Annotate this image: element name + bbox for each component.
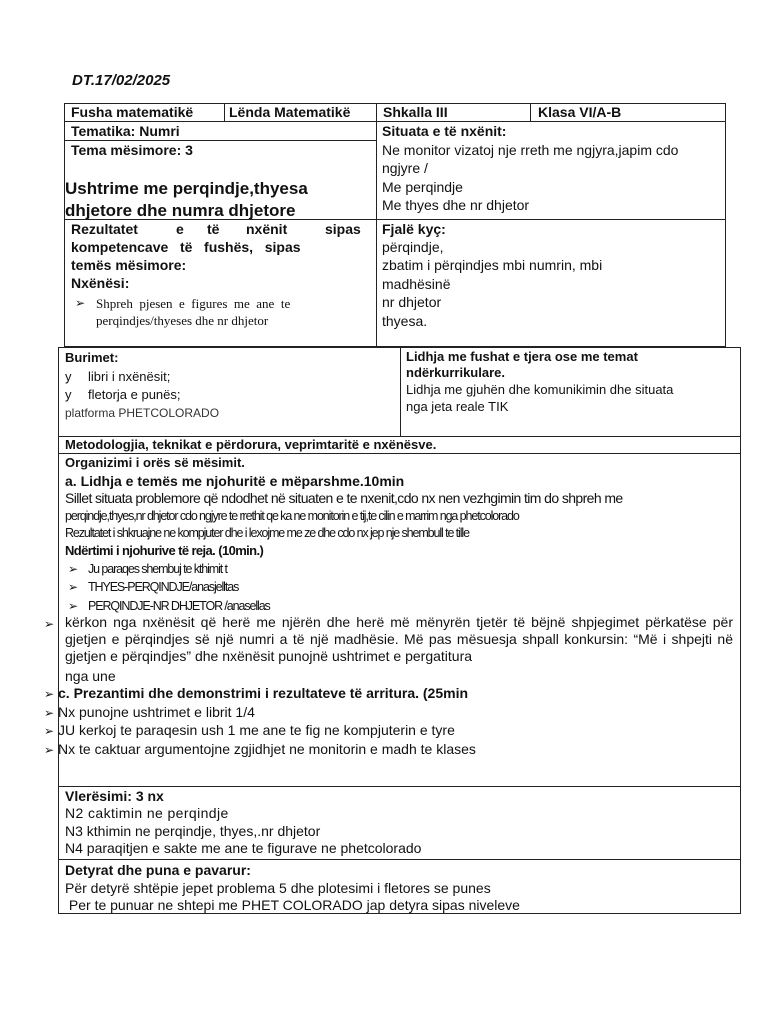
- arrow-bullet-icon: ➢: [44, 724, 55, 738]
- section-c-item: JU kerkoj te paraqesin ush 1 me ane te fig ne kompjuterin e tyre: [58, 722, 455, 738]
- section-b-item: PERQINDJE-NR DHJETOR /anasellas: [88, 599, 270, 613]
- shkalla-label: Shkalla III: [383, 104, 448, 120]
- fjale-kyc-line: nr dhjetor: [382, 294, 442, 310]
- rezultatet-word: e: [176, 221, 184, 237]
- metodologjia-heading: Metodologjia, teknikat e përdorura, veprimtaritë e nxënësve.: [65, 437, 437, 452]
- section-c-item: Nx punojne ushtrimet e librit 1/4: [58, 704, 255, 720]
- arrow-bullet-icon: ➢: [44, 687, 55, 701]
- arrow-bullet-icon: ➢: [44, 617, 55, 631]
- fjale-kyc-line: thyesa.: [382, 313, 428, 329]
- rezultatet-word: sipas: [325, 221, 361, 237]
- bullet-y: y: [65, 387, 72, 402]
- section-c-title: c. Prezantimi dhe demonstrimi i rezultateve të arritura. (25min: [58, 685, 469, 701]
- tema-title-line-2: dhjetore dhe numra dhjetore: [65, 201, 296, 220]
- burimet-item: libri i nxënësit;: [88, 369, 171, 384]
- lidhja-text-line-2: nga jeta reale TIK: [406, 399, 509, 414]
- lidhja-text-line-1: Lidhja me gjuhën dhe komunikimin dhe situata: [406, 382, 674, 397]
- detyrat-line-2: Per te punuar ne shtepi me PHET COLORADO jap detyra sipas niveleve: [65, 897, 520, 913]
- burimet-label: Burimet:: [65, 350, 119, 365]
- paragraph-end: nga une: [65, 668, 116, 684]
- fjale-kyc-line: zbatim i përqindjes mbi numrin, mbi: [382, 257, 603, 273]
- bullet-y: y: [65, 369, 72, 384]
- arrow-bullet-icon: ➢: [44, 706, 55, 720]
- paragraph: kërkon nga nxënësit që herë me njërën dhe herë më mënyrën tjetër të bëjnë shpjegimet përkatëse për gjetjen e përqindjes së një numri a të një madhësie. Më pas mësuesja shpall konkursin: “Më i shpejti në gjetjen e përqindjes” dhe nxënësit punojnë ushtrimet e pergatitura: [65, 614, 733, 664]
- arrow-bullet-icon: ➢: [68, 580, 79, 594]
- rezultatet-item-line-2: perqindjes/thyeses dhe nr dhjetor: [96, 313, 269, 328]
- detyrat-label: Detyrat dhe puna e pavarur:: [65, 862, 251, 878]
- rezultatet-word: Rezultatet: [71, 221, 138, 237]
- situata-line: ngjyre /: [382, 160, 428, 176]
- vleresimi-line: N2 caktimin ne perqindje: [65, 805, 229, 821]
- tematika: Tematika: Numri: [71, 123, 180, 139]
- situata-line: Me thyes dhe nr dhjetor: [382, 197, 530, 213]
- lidhja-label-line-1: Lidhja me fushat e tjera ose me temat: [406, 349, 638, 364]
- situata-label: Situata e të nxënit:: [382, 123, 507, 139]
- section-a-line: Rezultatet i shkruajne ne kompjuter dhe i lexojme me ze dhe cdo nx jep nje shembull te tille: [65, 526, 469, 540]
- section-a-line: perqindje,thyes,nr dhjetor cdo ngjyre te rrethit qe ka ne monitorin e tij,te cilin e marrim nga phetcolorado: [65, 509, 519, 523]
- vleresimi-label: Vlerësimi: 3 nx: [65, 788, 164, 804]
- section-b-title: Ndërtimi i njohurive të reja. (10min.): [65, 543, 264, 558]
- klasa-label: Klasa VI/A-B: [538, 104, 622, 120]
- fusha-label: Fusha matematikë: [71, 104, 194, 120]
- arrow-bullet-icon: ➢: [75, 296, 86, 310]
- organizimi-heading: Organizimi i orës së mësimit.: [65, 455, 245, 470]
- section-b-item: THYES-PERQINDJE/anasjelltas: [88, 580, 239, 594]
- tema-label: Tema mësimore: 3: [71, 142, 193, 158]
- vleresimi-line: N4 paraqitjen e sakte me ane te figurave ne phetcolorado: [65, 840, 422, 856]
- rezultatet-word: nxënit: [246, 221, 288, 237]
- date: DT.17/02/2025: [72, 72, 171, 89]
- detyrat-line-1: Për detyrë shtëpie jepet problema 5 dhe plotesimi i fletores se punes: [65, 880, 491, 896]
- section-a-line: Sillet situata problemore që ndodhet në situaten e te nxenit,cdo nx nen vezhgimin tim do shpreh me: [65, 490, 623, 506]
- arrow-bullet-icon: ➢: [68, 599, 79, 613]
- situata-line: Ne monitor vizatoj nje rreth me ngjyra,japim cdo: [382, 142, 679, 158]
- arrow-bullet-icon: ➢: [44, 743, 55, 757]
- burimet-platform: platforma PHETCOLORADO: [65, 406, 220, 420]
- fjale-kyc-label: Fjalë kyç:: [382, 221, 446, 237]
- rezultatet-item-line-1: Shpreh pjesen e figures me ane te: [96, 296, 291, 311]
- section-b-item: Ju paraqes shembuj te kthimit t: [88, 562, 227, 576]
- nxenesi-label: Nxënësi:: [71, 275, 130, 291]
- rezultatet-line-2: kompetencave të fushës, sipas: [71, 239, 301, 255]
- situata-line: Me perqindje: [382, 179, 463, 195]
- rezultatet-line-3: temës mësimore:: [71, 257, 187, 273]
- tema-title-line-1: Ushtrime me perqindje,thyesa: [65, 179, 308, 198]
- lenda-label: Lënda Matematikë: [229, 104, 351, 120]
- lidhja-label-line-2: ndërkurrikulare.: [406, 365, 505, 380]
- burimet-item: fletorja e punës;: [88, 387, 181, 402]
- fjale-kyc-line: madhësinë: [382, 276, 451, 292]
- fjale-kyc-line: përqindje,: [382, 239, 444, 255]
- arrow-bullet-icon: ➢: [68, 562, 79, 576]
- section-a-title: a. Lidhja e temës me njohuritë e mëparshme.10min: [65, 473, 405, 489]
- section-c-item: Nx te caktuar argumentojne zgjidhjet ne monitorin e madh te klases: [58, 741, 476, 757]
- rezultatet-word: të: [207, 221, 220, 237]
- vleresimi-line: N3 kthimin ne perqindje, thyes,.nr dhjetor: [65, 823, 321, 839]
